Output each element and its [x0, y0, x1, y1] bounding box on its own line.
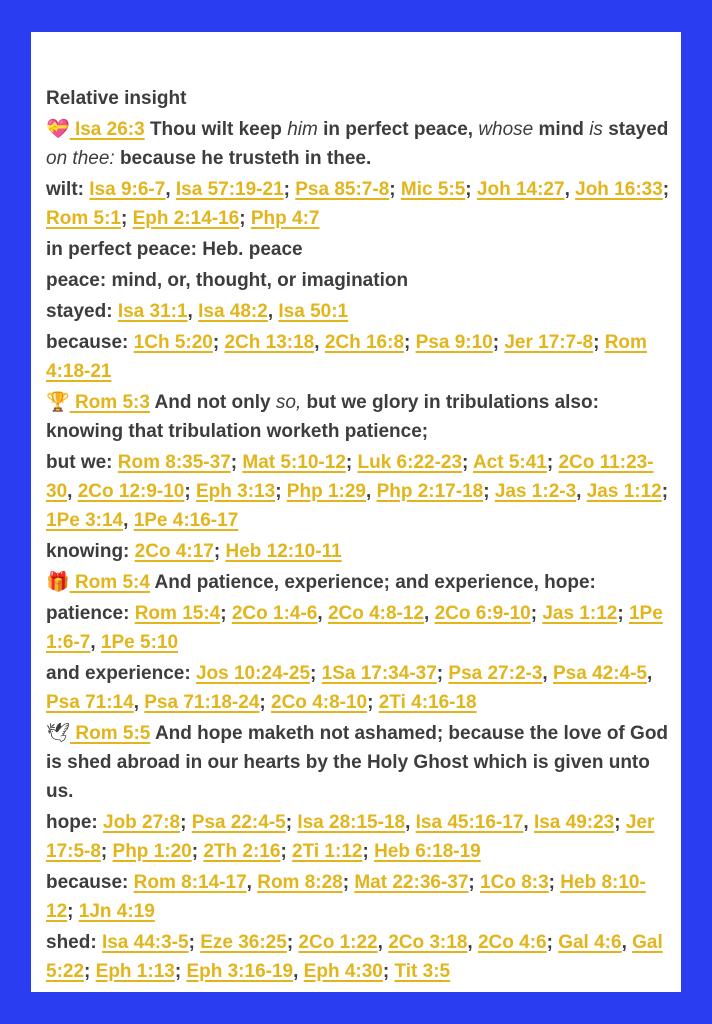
reference-link-2co-6-9-10[interactable]: 2Co 6:9-10: [434, 603, 531, 624]
reference-link-isa-28-15-18[interactable]: Isa 28:15-18: [297, 812, 406, 833]
separator: ,: [366, 481, 377, 502]
separator: ;: [614, 812, 626, 833]
separator: ;: [436, 663, 449, 684]
reference-link-rom-5-1[interactable]: Rom 5:1: [46, 208, 121, 229]
reference-link-gal-4-6[interactable]: Gal 4:6: [558, 932, 622, 953]
separator: ,: [317, 603, 328, 624]
separator: ;: [180, 812, 192, 833]
verse-emoji-icon: 🎁: [46, 572, 70, 593]
reference-link-jas-1-12[interactable]: Jas 1:12: [542, 603, 618, 624]
cross-reference-block: [46, 173, 673, 233]
separator: ;: [661, 481, 669, 502]
verse-text: mind: [533, 119, 590, 140]
separator: ,: [293, 961, 304, 982]
separator: ;: [285, 812, 298, 833]
separator: ;: [342, 872, 355, 893]
separator: ;: [220, 603, 232, 624]
reference-link-eph-4-30[interactable]: Eph 4:30: [303, 961, 383, 982]
reference-link-heb-8-10-12[interactable]: Heb 8:10-12: [46, 872, 646, 922]
separator: ;: [389, 179, 401, 200]
separator: ;: [174, 961, 187, 982]
separator: ;: [100, 841, 113, 862]
reference-link-act-5-41[interactable]: Act 5:41: [472, 452, 547, 473]
separator: ,: [621, 932, 633, 953]
reference-link-isa-31-1[interactable]: Isa 31:1: [117, 301, 188, 322]
verse-italic-text: on thee:: [46, 148, 115, 169]
separator: ;: [345, 452, 358, 473]
verse-italic-text: so,: [275, 392, 302, 413]
reference-link-jas-1-12[interactable]: Jas 1:12: [586, 481, 662, 502]
reference-link-2th-2-16[interactable]: 2Th 2:16: [203, 841, 281, 862]
reference-link-tit-3-5[interactable]: Tit 3:5: [394, 961, 451, 982]
reference-link-2co-3-18[interactable]: 2Co 3:18: [388, 932, 468, 953]
separator: ;: [213, 541, 226, 562]
reference-link-rom-15-4[interactable]: Rom 15:4: [134, 603, 221, 624]
insight-list: [46, 113, 673, 986]
separator: ;: [546, 932, 559, 953]
cross-reference-label: wilt:: [46, 179, 90, 200]
reference-link-2co-4-17[interactable]: 2Co 4:17: [134, 541, 214, 562]
reference-link-isa-57-19-21[interactable]: Isa 57:19-21: [175, 179, 284, 200]
reference-link-2co-1-22[interactable]: 2Co 1:22: [298, 932, 378, 953]
reference-link-joh-14-27[interactable]: Joh 14:27: [476, 179, 565, 200]
cross-reference-block: [46, 295, 673, 326]
separator: ;: [546, 452, 559, 473]
reference-link-joh-16-33[interactable]: Joh 16:33: [575, 179, 663, 200]
reference-link-2co-4-8-12[interactable]: 2Co 4:8-12: [327, 603, 425, 624]
cross-reference-block: [46, 446, 673, 535]
cross-reference-label: knowing:: [46, 541, 135, 562]
cross-reference-label: shed:: [46, 932, 102, 953]
cross-reference-block: [46, 326, 673, 386]
cross-reference-block: [46, 926, 673, 986]
separator: ;: [310, 663, 322, 684]
cross-reference-block: [46, 597, 673, 657]
verse-reference-link[interactable]: Rom 5:3: [69, 392, 150, 413]
reference-link-1sa-17-34-37[interactable]: 1Sa 17:34-37: [321, 663, 437, 684]
separator: ;: [191, 841, 204, 862]
cross-reference-block: [46, 657, 673, 717]
separator: ;: [212, 332, 225, 353]
cross-reference-label: and experience:: [46, 663, 196, 684]
reference-link-2co-11-23-30[interactable]: 2Co 11:23-30: [46, 452, 654, 502]
reference-link-heb-12-10-11[interactable]: Heb 12:10-11: [225, 541, 342, 562]
verse-reference-link[interactable]: Rom 5:4: [69, 572, 150, 593]
separator: ;: [283, 179, 296, 200]
reference-link-php-1-20[interactable]: Php 1:20: [112, 841, 192, 862]
separator: ,: [165, 179, 176, 200]
separator: ,: [67, 481, 78, 502]
separator: ;: [230, 452, 243, 473]
cross-reference-block: [46, 535, 673, 566]
separator: ;: [492, 332, 505, 353]
reference-link-eph-3-16-19[interactable]: Eph 3:16-19: [186, 961, 294, 982]
cross-reference-label: stayed:: [46, 301, 118, 322]
separator: ;: [462, 452, 473, 473]
reference-link-rom-8-28[interactable]: Rom 8:28: [257, 872, 343, 893]
verse-text: Thou wilt keep: [144, 119, 288, 140]
reference-link-2ti-4-16-18[interactable]: 2Ti 4:16-18: [378, 692, 477, 713]
reference-link-1co-8-3[interactable]: 1Co 8:3: [480, 872, 549, 893]
reference-link-2ch-13-18[interactable]: 2Ch 13:18: [224, 332, 315, 353]
reference-link-jer-17-7-8[interactable]: Jer 17:7-8: [504, 332, 594, 353]
reference-link-heb-6-18-19[interactable]: Heb 6:18-19: [374, 841, 481, 862]
separator: ;: [468, 872, 481, 893]
reference-link-job-27-8[interactable]: Job 27:8: [103, 812, 181, 833]
reference-link-2co-12-9-10[interactable]: 2Co 12:9-10: [77, 481, 185, 502]
verse-reference-link[interactable]: Isa 26:3: [69, 119, 145, 140]
cross-reference-block: [46, 806, 673, 866]
verse-italic-text: is: [589, 119, 603, 140]
separator: ;: [465, 179, 477, 200]
verse-emoji-icon: 💝: [46, 119, 70, 140]
reference-link-1pe-3-14[interactable]: 1Pe 3:14: [46, 510, 124, 531]
reference-link-eph-2-14-16[interactable]: Eph 2:14-16: [132, 208, 240, 229]
separator: ;: [84, 961, 96, 982]
separator: ,: [133, 692, 145, 713]
verse-text: And hope maketh not ashamed; because the love of God is shed abroad in our hearts by the Holy Ghost which is given unto us.: [46, 723, 669, 802]
reference-link-2co-1-4-6[interactable]: 2Co 1:4-6: [231, 603, 318, 624]
reference-link-1pe-1-6-7[interactable]: 1Pe 1:6-7: [46, 603, 663, 653]
note-text: in perfect peace: Heb. peace: [46, 239, 303, 260]
separator: ,: [647, 663, 653, 684]
verse-emoji-icon: 🏆: [46, 392, 70, 413]
reference-link-isa-9-6-7[interactable]: Isa 9:6-7: [89, 179, 166, 200]
separator: ;: [548, 872, 561, 893]
verse-block: [46, 717, 673, 806]
reference-link-psa-42-4-5[interactable]: Psa 42:4-5: [552, 663, 647, 684]
verse-text: because he trusteth in thee.: [114, 148, 372, 169]
separator: ,: [377, 932, 389, 953]
note-text: peace: mind, or, thought, or imagination: [46, 270, 409, 291]
reference-link-jos-10-24-25[interactable]: Jos 10:24-25: [195, 663, 311, 684]
separator: ,: [405, 812, 416, 833]
reference-link-gal-5-22[interactable]: Gal 5:22: [46, 932, 663, 982]
reference-link-eph-1-13[interactable]: Eph 1:13: [95, 961, 175, 982]
reference-link-1pe-5-10[interactable]: 1Pe 5:10: [100, 632, 179, 653]
separator: ;: [593, 332, 605, 353]
reference-link-1pe-4-16-17[interactable]: 1Pe 4:16-17: [133, 510, 239, 531]
separator: ;: [275, 481, 287, 502]
separator: ,: [523, 812, 534, 833]
reference-link-isa-48-2[interactable]: Isa 48:2: [198, 301, 268, 322]
separator: ;: [662, 179, 670, 200]
verse-text: stayed: [602, 119, 669, 140]
cross-reference-label: but we:: [46, 452, 118, 473]
content-card: [31, 32, 681, 992]
reference-link-psa-85-7-8[interactable]: Psa 85:7-8: [295, 179, 390, 200]
reference-link-2co-4-8-10[interactable]: 2Co 4:8-10: [271, 692, 368, 713]
verse-block: [46, 113, 673, 173]
reference-link-2ti-1-12[interactable]: 2Ti 1:12: [292, 841, 363, 862]
separator: ;: [483, 481, 495, 502]
separator: ,: [542, 663, 553, 684]
separator: ;: [617, 603, 629, 624]
verse-emoji-icon: 🕊: [46, 723, 71, 744]
reference-link-1ch-5-20[interactable]: 1Ch 5:20: [133, 332, 213, 353]
reference-link-php-2-17-18[interactable]: Php 2:17-18: [376, 481, 484, 502]
separator: ,: [267, 301, 279, 322]
reference-link-1jn-4-19[interactable]: 1Jn 4:19: [78, 901, 155, 922]
separator: ,: [467, 932, 478, 953]
reference-link-psa-71-18-24[interactable]: Psa 71:18-24: [144, 692, 260, 713]
separator: ;: [184, 481, 196, 502]
separator: ,: [246, 872, 258, 893]
cross-reference-label: patience:: [46, 603, 135, 624]
cross-reference-label: because:: [46, 332, 134, 353]
reference-link-php-4-7[interactable]: Php 4:7: [250, 208, 320, 229]
reference-link-isa-44-3-5[interactable]: Isa 44:3-5: [101, 932, 189, 953]
verse-italic-text: whose: [478, 119, 534, 140]
reference-link-jer-17-5-8[interactable]: Jer 17:5-8: [46, 812, 655, 862]
reference-link-rom-8-35-37[interactable]: Rom 8:35-37: [117, 452, 231, 473]
separator: ;: [367, 692, 379, 713]
reference-link-mic-5-5[interactable]: Mic 5:5: [400, 179, 466, 200]
reference-link-php-1-29[interactable]: Php 1:29: [286, 481, 366, 502]
reference-link-jas-1-2-3[interactable]: Jas 1:2-3: [494, 481, 577, 502]
separator: ;: [67, 901, 79, 922]
verse-text: And not only: [149, 392, 276, 413]
separator: ;: [188, 932, 201, 953]
separator: ,: [90, 632, 101, 653]
verse-text: And patience, experience; and experience, hope:: [149, 572, 596, 593]
reference-link-rom-8-14-17[interactable]: Rom 8:14-17: [133, 872, 247, 893]
reference-link-isa-45-16-17[interactable]: Isa 45:16-17: [415, 812, 524, 833]
reference-link-eze-36-25[interactable]: Eze 36:25: [200, 932, 287, 953]
separator: ;: [259, 692, 272, 713]
verse-block: [46, 566, 673, 597]
reference-link-psa-22-4-5[interactable]: Psa 22:4-5: [191, 812, 286, 833]
verse-text: but we glory in tribulations also: knowing that tribulation worketh patience;: [46, 392, 599, 442]
separator: ,: [576, 481, 587, 502]
separator: ;: [404, 332, 416, 353]
separator: ,: [187, 301, 199, 322]
verse-reference-link[interactable]: Rom 5:5: [70, 723, 151, 744]
reference-link-mat-22-36-37[interactable]: Mat 22:36-37: [354, 872, 469, 893]
reference-link-psa-71-14[interactable]: Psa 71:14: [46, 692, 134, 713]
page-title: Relative insight: [46, 88, 187, 109]
separator: ;: [530, 603, 543, 624]
separator: ,: [123, 510, 134, 531]
cross-reference-label: hope:: [46, 812, 103, 833]
separator: ,: [424, 603, 435, 624]
separator: ;: [239, 208, 251, 229]
cross-reference-block: [46, 866, 673, 926]
reference-link-mat-5-10-12[interactable]: Mat 5:10-12: [242, 452, 346, 473]
separator: ;: [362, 841, 375, 862]
verse-italic-text: him: [287, 119, 318, 140]
separator: ;: [280, 841, 293, 862]
reference-link-eph-3-13[interactable]: Eph 3:13: [195, 481, 276, 502]
reference-link-2ch-16-8[interactable]: 2Ch 16:8: [324, 332, 405, 353]
reference-link-2co-4-6[interactable]: 2Co 4:6: [477, 932, 547, 953]
separator: ,: [564, 179, 576, 200]
separator: ;: [120, 208, 133, 229]
separator: ;: [286, 932, 299, 953]
separator: ;: [382, 961, 395, 982]
verse-text: in perfect peace,: [317, 119, 479, 140]
cross-reference-label: because:: [46, 872, 134, 893]
reference-link-isa-50-1[interactable]: Isa 50:1: [278, 301, 349, 322]
separator: ,: [314, 332, 325, 353]
reference-link-psa-27-2-3[interactable]: Psa 27:2-3: [448, 663, 543, 684]
reference-link-psa-9-10[interactable]: Psa 9:10: [415, 332, 493, 353]
reference-link-rom-4-18-21[interactable]: Rom 4:18-21: [46, 332, 647, 382]
reference-link-luk-6-22-23[interactable]: Luk 6:22-23: [357, 452, 463, 473]
reference-link-isa-49-23[interactable]: Isa 49:23: [533, 812, 615, 833]
verse-block: [46, 386, 673, 446]
